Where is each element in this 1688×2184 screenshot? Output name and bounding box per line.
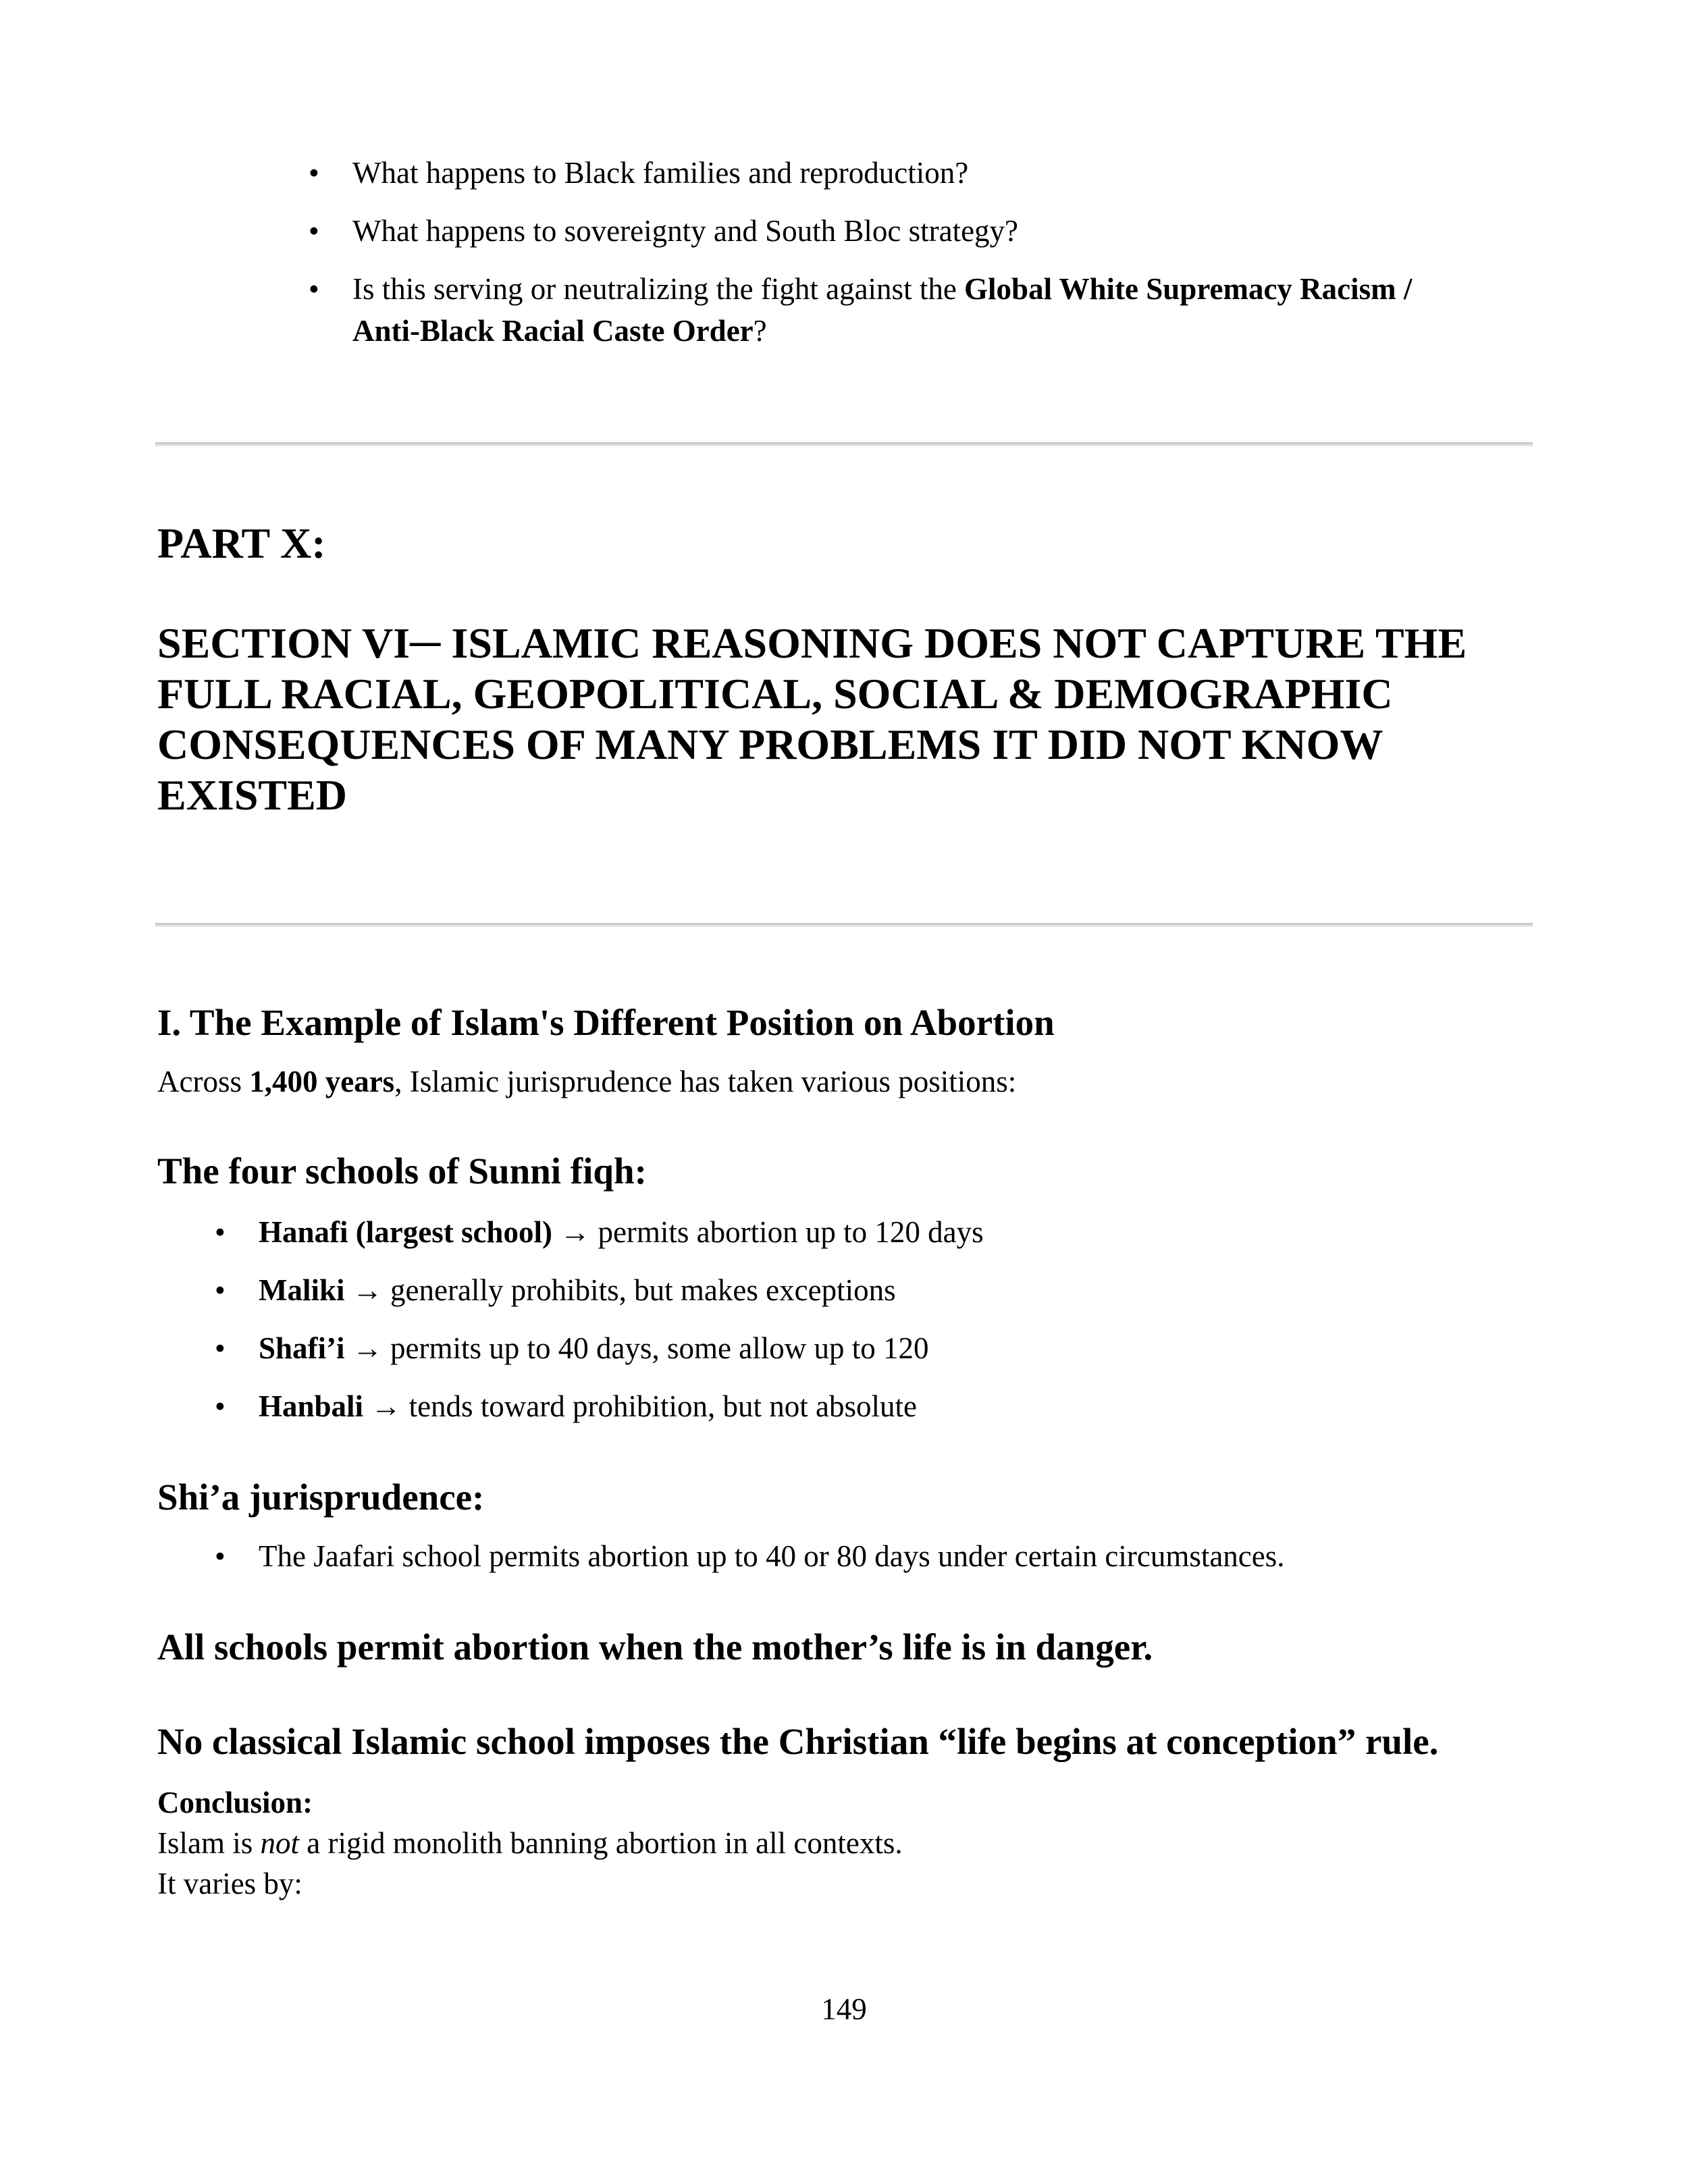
conclusion-label: Conclusion: [157, 1786, 313, 1819]
shia-list [215, 1527, 1285, 1585]
list-item: • Hanafi (largest school) → permits abortion up to 120 days [215, 1203, 984, 1261]
sunni-heading: The four schools of Sunni fiqh: [157, 1150, 647, 1192]
sunni-schools-list [215, 1203, 984, 1435]
list-item: • What happens to sovereignty and South Bloc strategy? [309, 210, 1558, 252]
conclusion-line: Islam is not a rigid monolith banning abortion in all contexts. [157, 1826, 903, 1860]
list-item: • Hanbali → tends toward prohibition, but not absolute [215, 1377, 984, 1435]
subsection-heading: I. The Example of Islam's Different Position on Abortion [157, 1002, 1055, 1043]
shia-heading: Shi’a jurisprudence: [157, 1476, 485, 1518]
statement-conception: No classical Islamic school imposes the Christian “life begins at conception” rule. [157, 1721, 1439, 1762]
list-item: • What happens to Black families and reproduction? [309, 152, 1558, 194]
horizontal-divider [155, 923, 1533, 927]
page-number: 149 [821, 1992, 867, 2026]
conclusion-line: It varies by: [157, 1867, 302, 1900]
horizontal-divider [155, 442, 1533, 446]
conclusion-block [157, 1782, 903, 1904]
list-item: • Maliki → generally prohibits, but makes exceptions [215, 1261, 984, 1319]
section-heading: SECTION VI─ ISLAMIC REASONING DOES NOT CAPTURE THE FULL RACIAL, GEOPOLITICAL, SOCIAL & DEMOGRAPHIC CONSEQUENCES OF MANY PROBLEMS IT DID NOT KNOW EXISTED [157, 619, 1467, 819]
list-item: • The Jaafari school permits abortion up to 40 or 80 days under certain circumstances. [215, 1527, 1285, 1585]
statement-mothers-life: All schools permit abortion when the mother’s life is in danger. [157, 1626, 1153, 1668]
list-item: • Shafi’i → permits up to 40 days, some allow up to 120 [215, 1319, 984, 1377]
part-heading: PART X: [157, 519, 326, 567]
intro-paragraph: Across 1,400 years, Islamic jurisprudence has taken various positions: [157, 1065, 1017, 1098]
list-item: • Is this serving or neutralizing the fight against the Global White Supremacy Racism / Anti-Black Racial Caste Order? [309, 268, 1558, 352]
top-bullet-list [309, 152, 1558, 352]
